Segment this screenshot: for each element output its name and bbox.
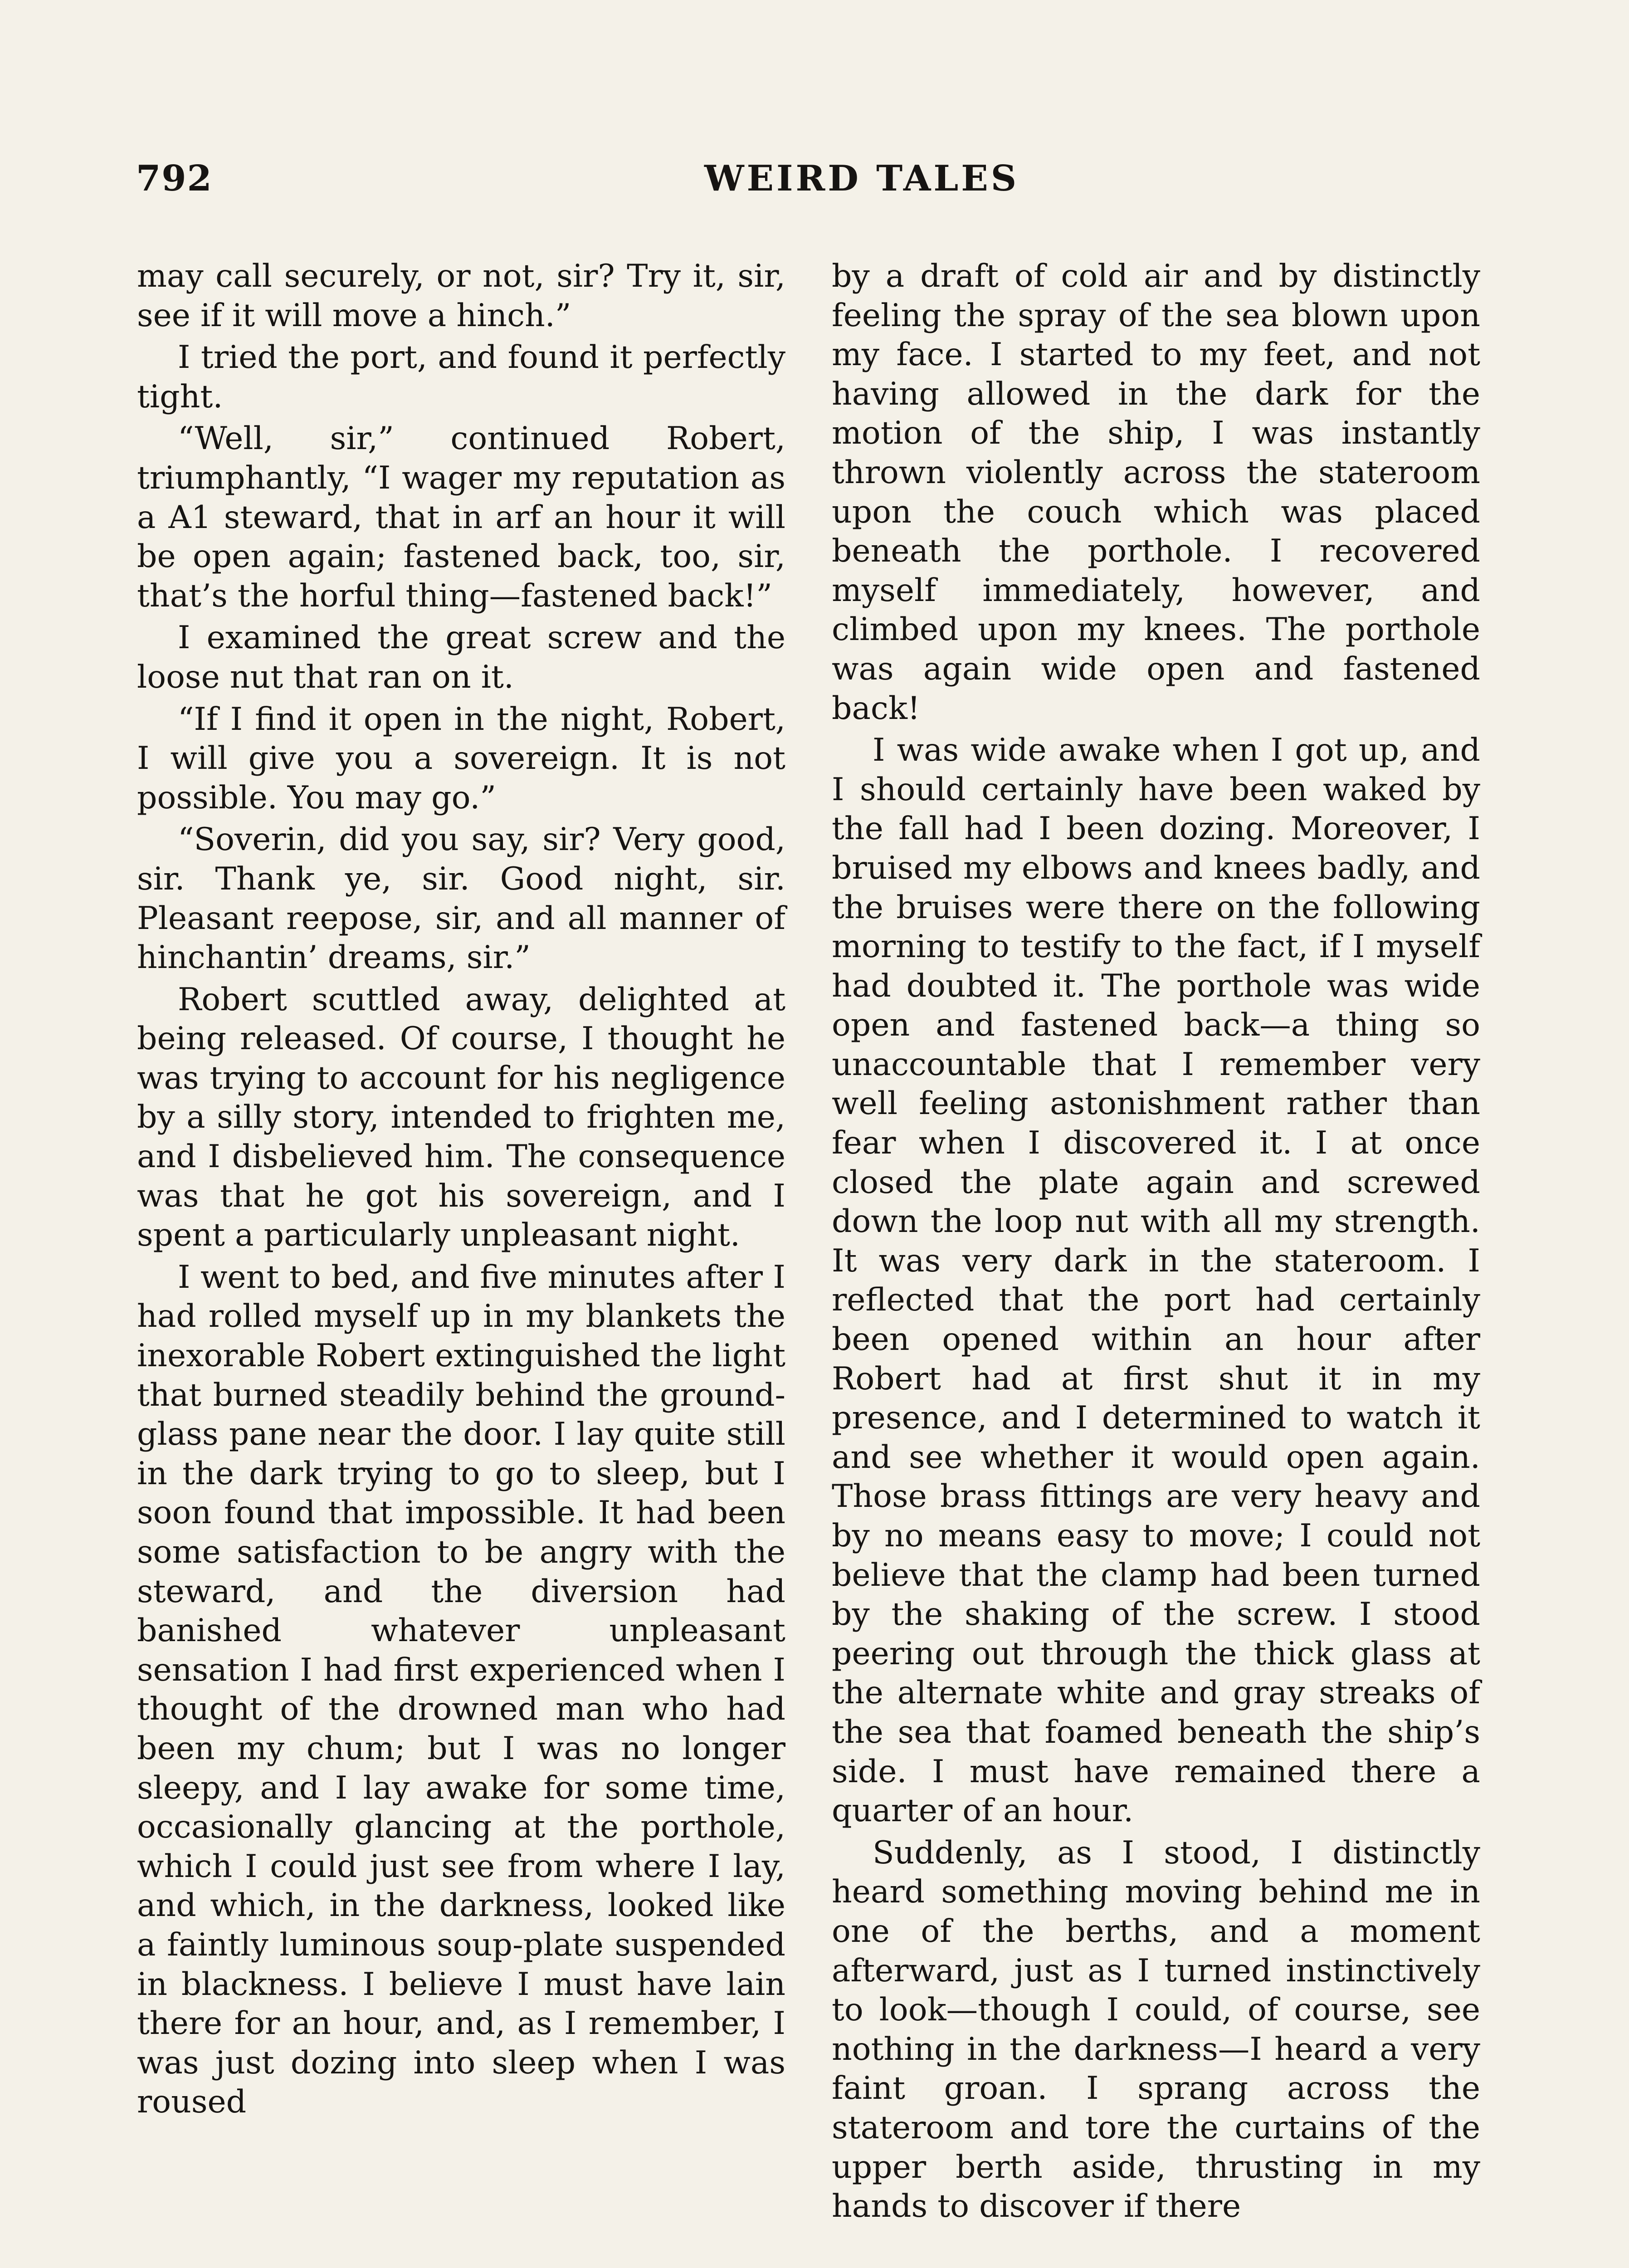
- right-column: [832, 257, 1480, 2229]
- paragraph: by a draft of cold air and by distinctly feeling the spray of the sea blown upon my face. I started to my feet, and not having allowed in the dark for the motion of the ship, I was instantly thrown violently across the stateroom upon the couch which was placed beneath the porthole. I recovered myself immediately, however, and climbed upon my knees. The porthole was again wide open and fastened back!: [832, 258, 1480, 727]
- running-head: WEIRD TALES: [704, 158, 1019, 199]
- paragraph: “If I find it open in the night, Robert, I will give you a sovereign. It is not possible. You may go.”: [137, 700, 785, 816]
- paragraph: I tried the port, and found it perfectly tight.: [137, 339, 785, 415]
- paragraph: “Well, sir,” continued Robert, triumphantly, “I wager my reputation as a A1 steward, that in arf an hour it will be open again; fastened back, too, sir, that’s the horful thing—fastened back!”: [137, 420, 785, 614]
- page-number: 792: [136, 158, 213, 199]
- page-header: [136, 158, 1488, 212]
- paragraph: Suddenly, as I stood, I distinctly heard something moving behind me in one of the berths, and a moment afterward, just as I turned instinctively to look—though I could, of course, see nothing in the darkness—I heard a very faint groan. I sprang across the stateroom and tore the curtains of the upper berth aside, thrusting in my hands to discover if there: [832, 1834, 1480, 2225]
- paragraph: Robert scuttled away, delighted at being released. Of course, I thought he was trying to account for his negligence by a silly story, intended to frighten me, and I disbelieved him. The consequence was that he got his sovereign, and I spent a particularly unpleasant night.: [137, 981, 785, 1254]
- paragraph: I was wide awake when I got up, and I should certainly have been waked by the fall had I been dozing. Moreover, I bruised my elbows and knees badly, and the bruises were there on the following morning to testify to the fact, if I myself had doubted it. The porthole was wide open and fastened back—a thing so unaccountable that I remember very well feeling astonishment rather than fear when I discovered it. I at once closed the plate again and screwed down the loop nut with all my strength. It was very dark in the stateroom. I reflected that the port had certainly been opened within an hour after Robert had at first shut it in my presence, and I determined to watch it and see whether it would open again. Those brass fittings are very heavy and by no means easy to move; I could not believe that the clamp had been turned by the shaking of the screw. I stood peering out through the thick glass at the alternate white and gray streaks of the sea that foamed beneath the ship’s side. I must have remained there a quarter of an hour.: [832, 732, 1480, 1829]
- paragraph: I went to bed, and five minutes after I had rolled myself up in my blankets the inexorable Robert extinguished the light that burned steadily behind the ground-glass pane near the door. I lay quite still in the dark trying to go to sleep, but I soon found that impossible. It had been some satisfaction to be angry with the steward, and the diversion had banished whatever unpleasant sensation I had first experienced when I thought of the drowned man who had been my chum; but I was no longer sleepy, and I lay awake for some time, occasionally glancing at the porthole, which I could just see from where I lay, and which, in the darkness, looked like a faintly luminous soup-plate suspended in blackness. I believe I must have lain there for an hour, and, as I remember, I was just dozing into sleep when I was roused: [137, 1258, 785, 2121]
- paragraph: I examined the great screw and the loose nut that ran on it.: [137, 619, 785, 695]
- left-column: [137, 257, 785, 2125]
- paragraph: may call securely, or not, sir? Try it, sir, see if it will move a hinch.”: [137, 258, 785, 334]
- paragraph: “Soverin, did you say, sir? Very good, sir. Thank ye, sir. Good night, sir. Pleasant reepose, sir, and all manner of hinchantin’ dreams, sir.”: [137, 821, 785, 976]
